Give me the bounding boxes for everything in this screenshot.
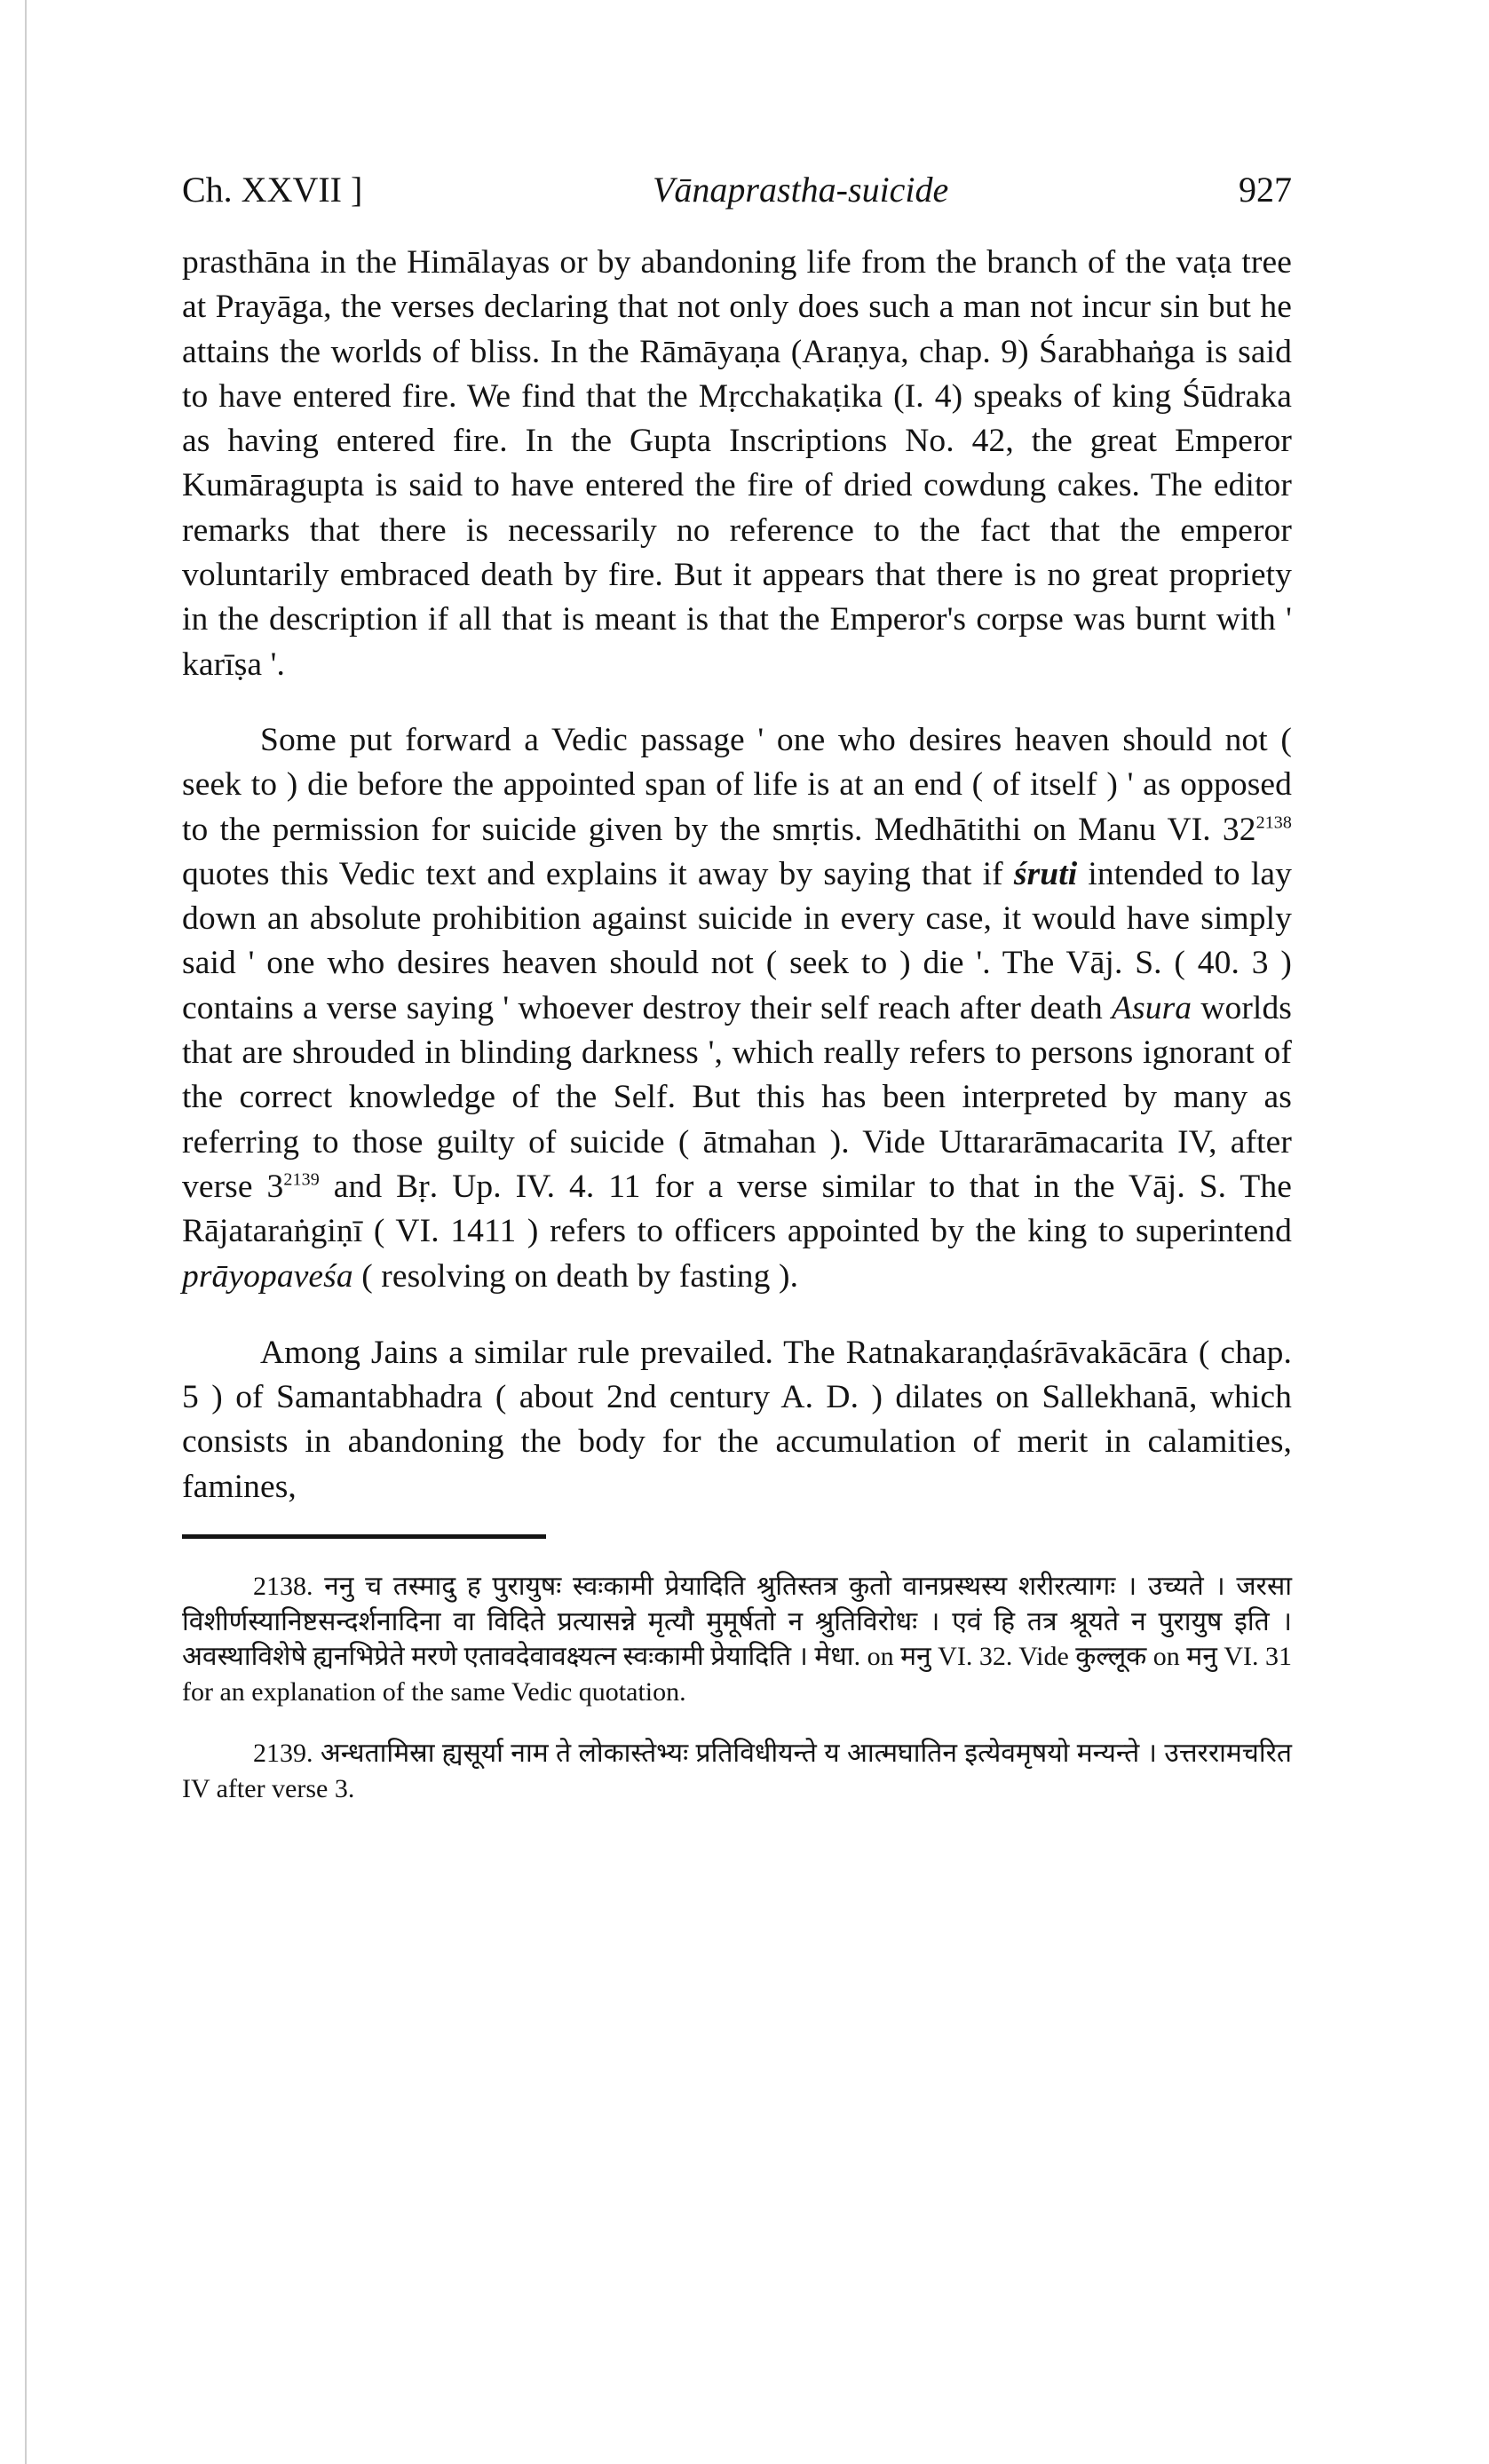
paragraph-2-text-e: and Bṛ. Up. IV. 4. 11 for a verse similar to that in the Vāj. S. The Rājataraṅgiṇī ( VI. 1411 ) refers to officers appointed by the king to superintend: [182, 1168, 1293, 1250]
paragraph-2-text-d: worlds that are shrouded in blinding darkness ', which really refers to persons ignorant of the correct knowledge of the Self. But this has been interpreted by many as referring to those guilty of suicide ( ātmahan ). Vide Uttararāmacarita IV, after verse 3: [182, 989, 1292, 1205]
footnote-2138: [182, 1569, 1292, 1709]
paragraph-1: prasthāna in the Himālayas or by abandoning life from the branch of the vaṭa tree at Prayāga, the verses declaring that not only does such a man not incur sin but he attains the worlds of bliss. In the Rāmāyaṇa (Araṇya, chap. 9) Śarabhaṅga is said to have entered fire. We find that the Mṛcchakaṭika (I. 4) speaks of king Śūdraka as having entered fire. In the Gupta Inscriptions No. 42, the great Emperor Kumāragupta is said to have entered the fire of dried cowdung cakes. The editor remarks that there is necessarily no reference to the fact that the emperor voluntarily embraced death by fire. But it appears that there is no great propriety in the description if all that is meant is that the Emperor's corpse was burnt with ' karīṣa '.: [182, 244, 1292, 683]
paragraph-2-text-f: ( resolving on death by fasting ).: [352, 1257, 799, 1295]
footnote-2139-number: 2139.: [253, 1739, 313, 1769]
footnote-ref-2139: 2139: [283, 1169, 320, 1190]
paragraph-2-text-a: Some put forward a Vedic passage ' one who desires heaven should not ( seek to ) die before the appointed span of life is at an end ( of itself ) ' as opposed to the permission for suicide given by the smṛtis. Medhātithi on Manu VI. 32: [182, 721, 1292, 848]
footnote-separator: [182, 1534, 546, 1539]
paragraph-2: [182, 718, 1292, 1299]
footnote-2138-sanskrit: ननु च तस्मादु ह पुरायुषः स्वःकामी प्रेयादिति श्रुतिस्तत्र कुतो वानप्रस्थस्य शरीरत्यागः । उच्यते । जरसा विशीर्णस्यानिष्टसन्दर्शनादिना वा विदिते प्रत्यासन्ने मृत्यौ मुमूर्षतो न श्रुतिविरोधः । एवं हि तत्र श्रूयते न पुरायुष इति । अवस्थाविशेषे ह्यनभिप्रेते मरणे एतावदेवावक्ष्यत्न स्वःकामी प्रेयादिति । मेधा. on मनु VI. 32.: [182, 1572, 1293, 1672]
term-sruti: śruti: [1013, 855, 1078, 892]
paragraph-2-text-c: intended to lay down an absolute prohibition against suicide in every case, it would have simply said ' one who desires heaven should not ( seek to ) die '. The Vāj. S. ( 40. 3 ) contains a verse saying ' whoever destroy their self reach after death: [182, 855, 1292, 1026]
footnote-2139: [182, 1736, 1292, 1806]
page-number: 927: [1239, 170, 1292, 210]
footnote-ref-2138: 2138: [1255, 812, 1292, 833]
paragraph-3: Among Jains a similar rule prevailed. The Ratnakaraṇḍaśrāvakācāra ( chap. 5 ) of Samantabhadra ( about 2nd century A. D. ) dilates on Sallekhanā, which consists in abandoning the body for the accumulation of merit in calamities, famines,: [182, 1334, 1292, 1505]
paragraph-2-text-b: quotes this Vedic text and explains it away by saying that if: [182, 855, 1014, 892]
running-header: [182, 169, 1292, 210]
body-text: [182, 241, 1292, 1509]
footnote-2138-note: Vide कुल्लूक on मनु VI. 31 for an explanation of the same Vedic quotation.: [182, 1642, 1292, 1707]
book-page: [182, 169, 1292, 1806]
footnote-2138-number: 2138.: [253, 1572, 313, 1602]
scan-edge-line: [25, 0, 27, 2464]
running-title: Vānaprastha-suicide: [653, 170, 949, 210]
chapter-label: Ch. XXVII ]: [182, 170, 363, 210]
footnote-2139-sanskrit: अन्धतामिस्रा ह्यसूर्या नाम ते लोकास्तेभ्यः प्रतिविधीयन्ते य आत्मघातिन इत्येवमृषयो मन्यन्ते । उत्तररामचरित IV after verse 3.: [182, 1739, 1293, 1803]
term-asura: Asura: [1112, 989, 1192, 1026]
term-prayopavesa: prāyopaveśa: [182, 1257, 353, 1295]
